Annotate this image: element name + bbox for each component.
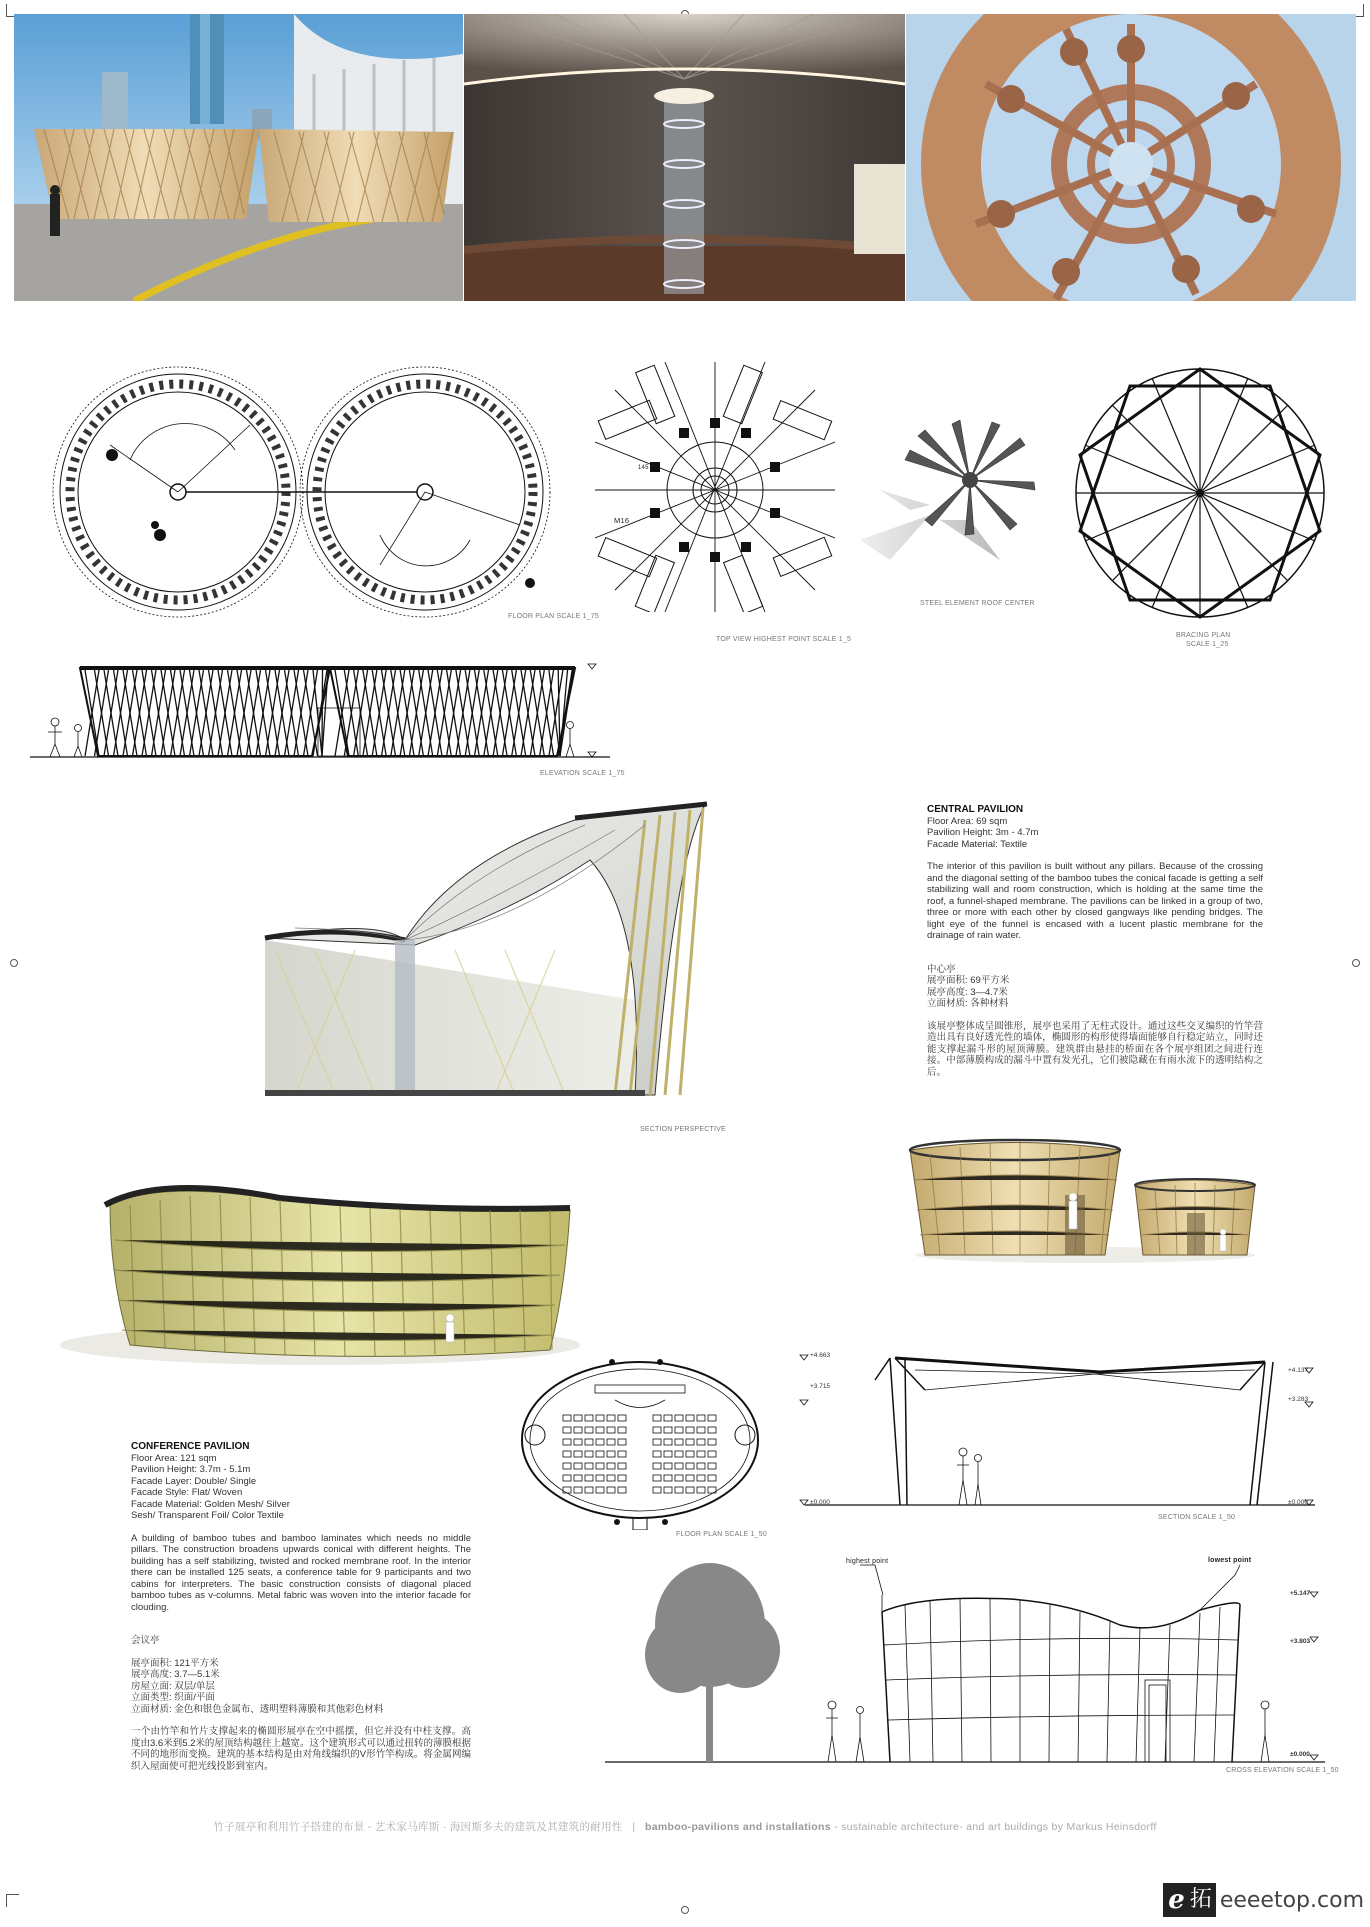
registration-mark-left: [10, 959, 18, 967]
caption-section-perspective: SECTION PERSPECTIVE: [640, 1126, 726, 1133]
conf-height: Pavilion Height: 3.7m - 5.1m: [131, 1464, 251, 1475]
logo-e: e: [1163, 1883, 1190, 1917]
drawing-conference-floor-plan: [515, 1355, 765, 1530]
level-cross-mid: +3.803: [1290, 1638, 1311, 1645]
conf-cn-type: 立面类型: 织面/平面: [131, 1692, 215, 1703]
footer-credit: [0, 1819, 1370, 1834]
logo-tuo: 拓: [1190, 1883, 1216, 1917]
caption-top-view: TOP VIEW HIGHEST POINT SCALE 1_5: [716, 636, 852, 643]
render-section-perspective: [255, 800, 715, 1100]
level-sec-right-mid: +3.283: [1288, 1396, 1309, 1403]
drawing-cross-elevation: [600, 1555, 1330, 1765]
registration-mark-bottom: [681, 1906, 689, 1914]
caption-elevation: ELEVATION SCALE 1_75: [540, 770, 625, 777]
central-pavilion-text: [927, 804, 1263, 1078]
footer-en-bold: bamboo-pavilions and installations: [645, 1821, 831, 1833]
conf-cn-area: 展亭面积: 121平方米: [131, 1657, 219, 1669]
central-cn-title: 中心亭: [927, 963, 956, 975]
drawing-bracing-plan: [1070, 365, 1330, 625]
central-cn-description: 该展亭整体成呈圆锥形，展亭也采用了无柱式设计。通过这些交叉编织的竹竿营造出具有良好透光性的墙体，椭圆形的构形使得墙面能够自行稳定站立，同时还能支撑起漏斗形的屋顶薄膜。建筑群由悬挂的桥面在各个展亭组团之间进行连接。中部薄膜构成的漏斗中置有发光孔，它们被隐藏在有雨水流下的透明结构之后。: [927, 1020, 1263, 1078]
caption-steel-element: STEEL ELEMENT ROOF CENTER: [920, 600, 1035, 607]
logo-domain: eeeetop.com: [1219, 1887, 1364, 1913]
level-sec-right-top: +4.137: [1288, 1367, 1309, 1374]
conf-cn-layer: 房屋立面: 双层/单层: [131, 1680, 215, 1692]
photo-pavilions-exterior: [14, 14, 463, 301]
central-description: The interior of this pavilion is built without any pillars. Because of the crossing and the diagonal setting of the bamboo tubes the conical facade is getting a self stabilizing wall and room construction, which is holding at the same time the roof, a funnel-shaped membrane. The pavilions can be linked in a group of two, three or more with each other by closed gangways like pending bridges. The light eye of the funnel is encased with a lucent plastic membrane for the drainage of rain water.: [927, 861, 1263, 941]
drawing-elevation: [30, 660, 620, 760]
render-conference-pavilion: [40, 1170, 580, 1370]
footer-cn: 竹子展亭和利用竹子搭建的布景 - 艺术家马库斯 · 海因斯多夫的建筑及其建筑的耐用性: [213, 1821, 623, 1833]
watermark-logo: [1163, 1883, 1364, 1917]
drawing-floor-plan-double: [50, 365, 600, 625]
conf-cn-title: 会议亭: [131, 1635, 160, 1646]
drawing-top-view-highest-point: [595, 362, 835, 612]
caption-cross-elevation: CROSS ELEVATION SCALE 1_50: [1226, 1767, 1339, 1774]
conf-facade-material-1: Facade Material: Golden Mesh/ Silver: [131, 1498, 290, 1510]
central-facade: Facade Material: Textile: [927, 838, 1028, 850]
footer-separator: |: [632, 1821, 636, 1833]
conf-cn-height: 展亭高度: 3.7—5.1米: [131, 1669, 220, 1680]
render-two-pavilions: [905, 1135, 1265, 1265]
footer-en-rest: - sustainable architecture- and art buildings by Markus Heinsdorff: [830, 1821, 1157, 1833]
level-sec-left-bottom: ±0.000: [810, 1499, 830, 1506]
level-sec-left-mid: +3.715: [810, 1383, 831, 1390]
conf-cn-description: 一个由竹竿和竹片支撑起来的椭圆形展亭在空中摇摆，但它并没有中柱支撑。高度由3.6米到5.2米的屋顶结构越往上越宽。这个建筑形式可以通过扭转的薄膜根据不同的地形而变换。建筑的基本结构是由对角线编织的V形竹竿构成。将金属网编织入屋面使可把光线投影到室内。: [131, 1726, 471, 1772]
conf-facade-material-2: Sesh/ Transparent Foil/ Color Textile: [131, 1510, 284, 1521]
caption-conf-floor-plan: FLOOR PLAN SCALE 1_50: [676, 1531, 767, 1538]
central-floor-area: Floor Area: 69 sqm: [927, 815, 1008, 827]
photo-roof-center-view: [906, 14, 1356, 301]
caption-bracing-plan-line2: SCALE 1_25: [1186, 641, 1229, 648]
level-sec-right-bottom: ±0.000: [1288, 1499, 1308, 1506]
caption-floor-plan: FLOOR PLAN SCALE 1_75: [508, 613, 599, 620]
label-dim-145: 145: [638, 465, 649, 471]
drawing-steel-element-roof-center: [850, 420, 1050, 570]
central-cn-area: 展亭面积: 69平方米: [927, 975, 1010, 986]
level-cross-bottom: ±0.000: [1290, 1751, 1310, 1758]
conference-pavilion-title: CONFERENCE PAVILION: [131, 1441, 250, 1452]
conf-cn-material: 立面材质: 金色和银色金属布、透明塑料薄膜和其他彩色材料: [131, 1703, 384, 1715]
level-cross-top: +5.147: [1290, 1590, 1311, 1597]
caption-conf-section: SECTION SCALE 1_50: [1158, 1514, 1236, 1521]
caption-bracing-plan-line1: BRACING PLAN: [1176, 632, 1231, 639]
photo-pavilion-interior: [464, 14, 905, 301]
central-cn-height: 展亭高度: 3—4.7米: [927, 986, 1008, 998]
label-lowest-point: lowest point: [1208, 1557, 1252, 1564]
registration-mark-right: [1352, 959, 1360, 967]
conf-facade-layer: Facade Layer: Double/ Single: [131, 1475, 257, 1487]
level-sec-left-top: +4.663: [810, 1352, 831, 1359]
drawing-conference-section: [795, 1350, 1325, 1510]
crop-mark-bl: [6, 1894, 19, 1907]
conf-description: A building of bamboo tubes and bamboo laminates which needs no middle pillars. The construction broadens upwards conical with different heights. The building has a self stabilizing, twisted and rocked membrane roof. In the interior there can be installed 125 seats, a conference table for 9 participants and two cabins for interpreters. The basic construction consists of diagonal placed bamboo tubes as v-columns. Metal fabric was woven into the interior facade for clouding.: [131, 1532, 471, 1613]
central-height: Pavilion Height: 3m - 4.7m: [927, 827, 1039, 838]
label-highest-point: highest point: [846, 1558, 889, 1565]
conference-pavilion-text: [131, 1441, 471, 1772]
central-cn-material: 立面材质: 各种材料: [927, 998, 1009, 1009]
central-pavilion-title: CENTRAL PAVILION: [927, 804, 1024, 815]
conf-facade-style: Facade Style: Flat/ Woven: [131, 1487, 243, 1498]
conf-floor-area: Floor Area: 121 sqm: [131, 1452, 217, 1464]
label-m16: M16: [614, 516, 630, 525]
